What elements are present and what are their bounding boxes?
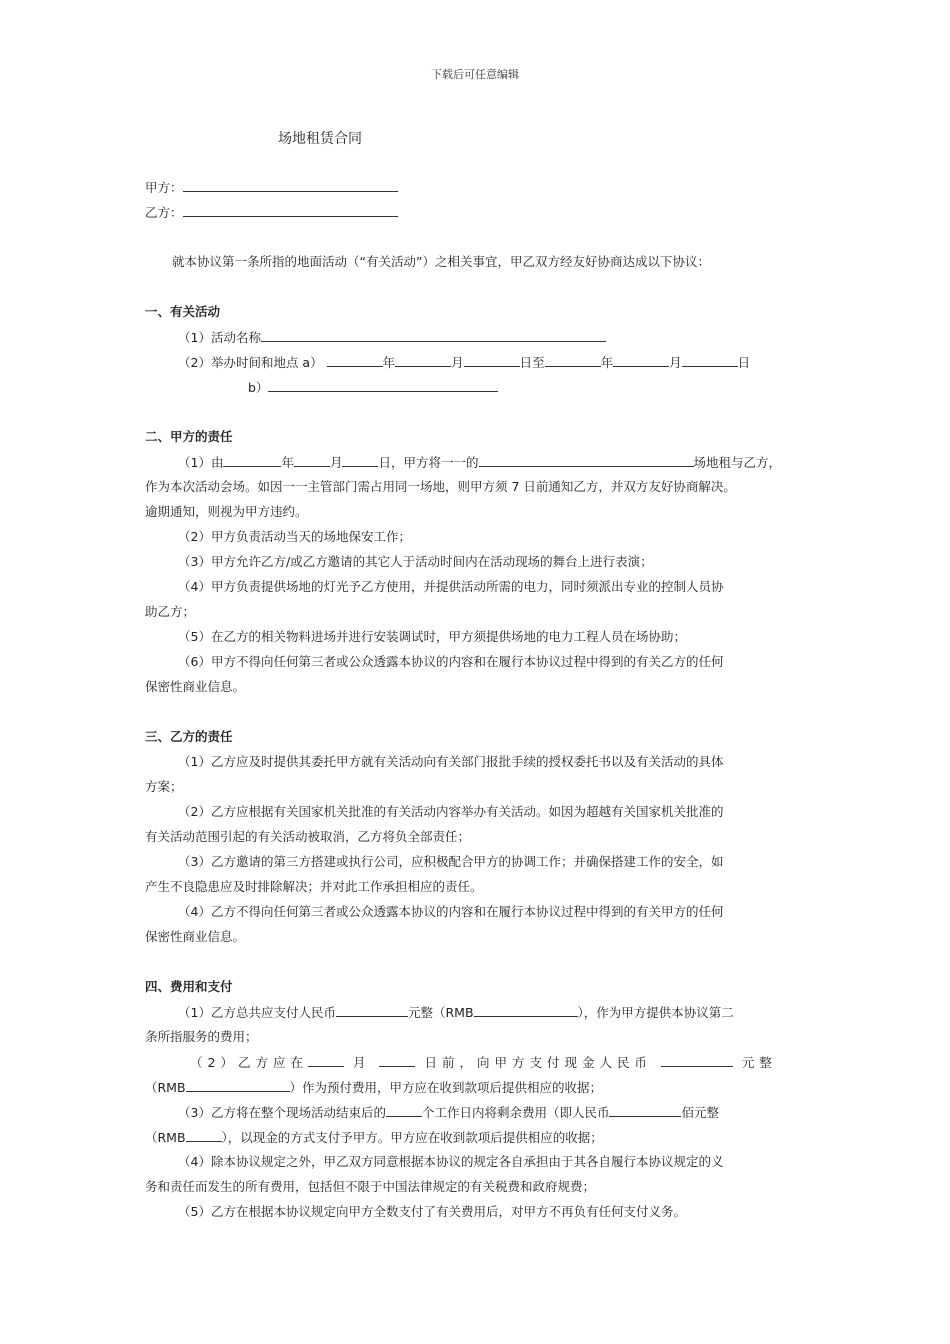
- month-label: 月: [451, 355, 464, 370]
- blank[interactable]: [294, 453, 330, 467]
- s2-p1-line3: 逾期通知，则视为甲方违约。: [145, 504, 308, 519]
- page-header: 下载后可任意编辑: [431, 68, 519, 81]
- month-label: 月: [669, 355, 682, 370]
- blank[interactable]: [661, 1053, 733, 1067]
- party-a-blank[interactable]: [183, 178, 398, 192]
- text: （RMB: [145, 1080, 186, 1095]
- s3-p4-line1: （4）乙方不得向任何第三者或公众透露本协议的内容和在履行本协议过程中得到的有关甲方的任何: [178, 904, 724, 919]
- day-label: 日: [737, 355, 751, 370]
- blank[interactable]: [545, 353, 601, 367]
- blank[interactable]: [613, 353, 669, 367]
- blank[interactable]: [327, 353, 383, 367]
- s2-p4-line2: 助乙方；: [145, 604, 196, 619]
- text: ）作为预付费用，甲方应在收到款项后提供相应的收据；: [289, 1080, 603, 1095]
- month-label: 月: [329, 455, 343, 470]
- blank[interactable]: [682, 353, 738, 367]
- s2-p1-line1: [178, 453, 813, 472]
- time-place-line: [178, 353, 813, 372]
- text: （3）乙方将在整个现场活动结束后的: [178, 1105, 386, 1120]
- s2-p6-line1: （6）甲方不得向任何第三者或公众透露本协议的内容和在履行本协议过程中得到的有关乙方的任何: [178, 654, 724, 669]
- text: 场地租与乙方，: [693, 455, 782, 470]
- party-b-label: 乙方：: [145, 205, 183, 220]
- party-a-label: 甲方：: [145, 180, 183, 195]
- s2-p5: （5）在乙方的相关物料进场并进行安装调试时，甲方须提供场地的电力工程人员在场协助；: [178, 629, 686, 644]
- s3-p3-line2: 产生不良隐患应及时排除解决；并对此工作承担相应的责任。: [145, 879, 483, 894]
- s2-p3: （3）甲方允许乙方/或乙方邀请的其它人于活动时间内在活动现场的舞台上进行表演；: [178, 554, 653, 569]
- blank[interactable]: [386, 1103, 422, 1117]
- intro-paragraph: 就本协议第一条所指的地面活动（“有关活动”）之相关事宜，甲乙双方经友好协商达成以下协议：: [172, 254, 710, 269]
- s4-p4-line2: 务和责任而发生的所有费用，包括但不限于中国法律规定的有关税费和政府规费；: [145, 1179, 596, 1194]
- time-place-label: （2）举办时间和地点 a）: [178, 355, 323, 370]
- party-a-line: [145, 178, 813, 197]
- party-b-blank[interactable]: [183, 203, 398, 217]
- contract-title: 场地租赁合同: [278, 131, 362, 147]
- activity-name-label: （1）活动名称: [178, 330, 261, 345]
- year-label: 年: [600, 355, 614, 370]
- text: ），以现金的方式支付予甲方。甲方应在收到款项后提供相应的收据；: [221, 1130, 603, 1145]
- blank[interactable]: [308, 1053, 344, 1067]
- s4-p3-line1: [178, 1103, 813, 1122]
- blank[interactable]: [186, 1078, 290, 1092]
- blank[interactable]: [336, 1003, 408, 1017]
- year-label: 年: [281, 455, 294, 470]
- blank[interactable]: [479, 453, 694, 467]
- blank[interactable]: [395, 353, 451, 367]
- activity-name-line: [178, 328, 813, 347]
- place-blank[interactable]: [268, 378, 498, 392]
- text: 元整: [741, 1055, 777, 1070]
- section-2-heading: 二、甲方的责任: [145, 429, 233, 444]
- s2-p1-line2: 作为本次活动会场。如因一一主管部门需占用同一场地，则甲方须 7 日前通知乙方，并双方友好协商解决。: [145, 479, 736, 494]
- text: 月: [352, 1055, 371, 1070]
- day-to-label: 日至: [519, 355, 545, 370]
- s4-p4-line1: （4）除本协议规定之外，甲乙双方同意根据本协议的规定各自承担由于其各自履行本协议规定的义: [178, 1154, 724, 1169]
- text: 佰元整: [681, 1105, 719, 1120]
- year-label: 年: [382, 355, 396, 370]
- place-label: b）: [248, 380, 269, 395]
- s4-p5: （5）乙方在根据本协议规定向甲方全数支付了有关费用后，对甲方不再负有任何支付义务。: [178, 1204, 686, 1219]
- s4-p2-line2: [145, 1078, 813, 1097]
- blank[interactable]: [464, 353, 520, 367]
- s3-p4-line2: 保密性商业信息。: [145, 929, 246, 944]
- s4-p3-line2: [145, 1128, 813, 1147]
- s3-p2-line2: 有关活动范围引起的有关活动被取消，乙方将负全部责任；: [145, 829, 471, 844]
- s4-p2-line1: [190, 1053, 825, 1072]
- blank[interactable]: [342, 453, 378, 467]
- s2-p4-line1: （4）甲方负责提供场地的灯光予乙方使用，并提供活动所需的电力，同时须派出专业的控制人员协: [178, 579, 724, 594]
- s4-p1-line2: 条所指服务的费用；: [145, 1029, 258, 1044]
- text: （1）由: [178, 455, 224, 470]
- text: 个工作日内将剩余费用（即人民币: [421, 1105, 610, 1120]
- section-4-heading: 四、费用和支付: [145, 979, 233, 994]
- s2-p6-line2: 保密性商业信息。: [145, 679, 246, 694]
- s4-p1-line1: [178, 1003, 813, 1022]
- blank[interactable]: [379, 1053, 415, 1067]
- s3-p2-line1: （2）乙方应根据有关国家机关批准的有关活动内容举办有关活动。如因为超越有关国家机关批准的: [178, 804, 724, 819]
- blank[interactable]: [609, 1103, 681, 1117]
- text: （RMB: [145, 1130, 186, 1145]
- text: 日，甲方将一一的: [378, 455, 479, 470]
- text: （2）乙方应在: [190, 1055, 308, 1070]
- s2-p2: （2）甲方负责活动当天的场地保安工作；: [178, 529, 411, 544]
- s3-p1-line2: 方案；: [145, 779, 183, 794]
- text: （1）乙方总共应支付人民币: [178, 1005, 336, 1020]
- text: 日前，向甲方支付现金人民币: [424, 1055, 652, 1070]
- text: ），作为甲方提供本协议第二: [577, 1005, 734, 1020]
- place-line: [248, 378, 916, 397]
- s3-p1-line1: （1）乙方应及时提供其委托甲方就有关活动向有关部门报批手续的授权委托书以及有关活动的具体: [178, 754, 724, 769]
- section-1-heading: 一、有关活动: [145, 304, 221, 319]
- s3-p3-line1: （3）乙方邀请的第三方搭建或执行公司，应积极配合甲方的协调工作；并确保搭建工作的安全，如: [178, 854, 724, 869]
- party-b-line: [145, 203, 813, 222]
- activity-name-blank[interactable]: [261, 328, 606, 342]
- blank[interactable]: [223, 453, 281, 467]
- section-3-heading: 三、乙方的责任: [145, 729, 233, 744]
- text: 元整（RMB: [407, 1005, 474, 1020]
- blank[interactable]: [474, 1003, 578, 1017]
- blank[interactable]: [186, 1128, 222, 1142]
